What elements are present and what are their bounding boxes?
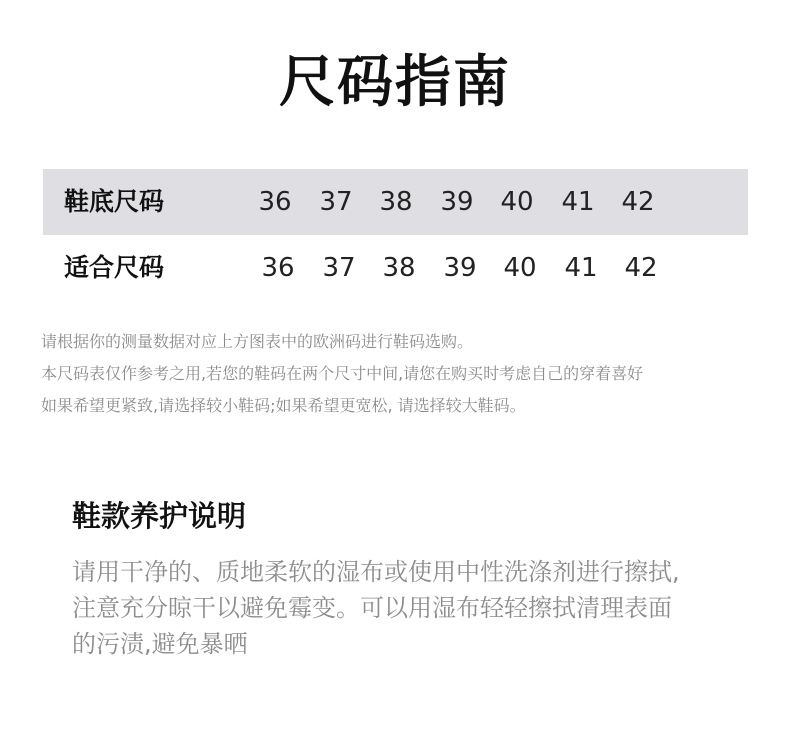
row-label-sole-size: 鞋底尺码 [64,187,165,216]
size-cell: 41 [561,187,595,217]
page-title: 尺码指南 [279,50,511,115]
care-instructions [72,554,732,662]
size-cell: 38 [379,187,413,217]
size-table [43,169,748,301]
size-cell: 36 [258,187,292,217]
table-row-sole-size [43,169,748,235]
size-cell: 39 [440,187,474,217]
size-cell: 42 [621,187,655,217]
row-label-fit-size: 适合尺码 [64,253,165,282]
size-cell: 40 [503,253,537,283]
size-cell: 39 [443,253,477,283]
table-row-fit-size [43,235,748,301]
size-notes [41,326,761,422]
care-line: 注意充分晾干以避免霉变。可以用湿布轻轻擦拭清理表面 [72,594,672,622]
size-cell: 38 [382,253,416,283]
note-line: 请根据你的测量数据对应上方图表中的欧洲码进行鞋码选购。 [41,332,474,351]
size-cell: 36 [261,253,295,283]
size-cell: 41 [564,253,598,283]
size-cell: 40 [500,187,534,217]
note-line: 如果希望更紧致,请选择较小鞋码;如果希望更宽松, 请选择较大鞋码。 [41,396,526,415]
note-line: 本尺码表仅作参考之用,若您的鞋码在两个尺寸中间,请您在购买时考虑自己的穿着喜好 [41,364,644,383]
size-cell: 37 [322,253,356,283]
care-section-title: 鞋款养护说明 [72,499,247,533]
size-cell: 37 [319,187,353,217]
size-cell: 42 [624,253,658,283]
care-line: 请用干净的、质地柔软的湿布或使用中性洗涤剂进行擦拭, [72,558,680,586]
care-line: 的污渍,避免暴晒 [72,630,248,658]
